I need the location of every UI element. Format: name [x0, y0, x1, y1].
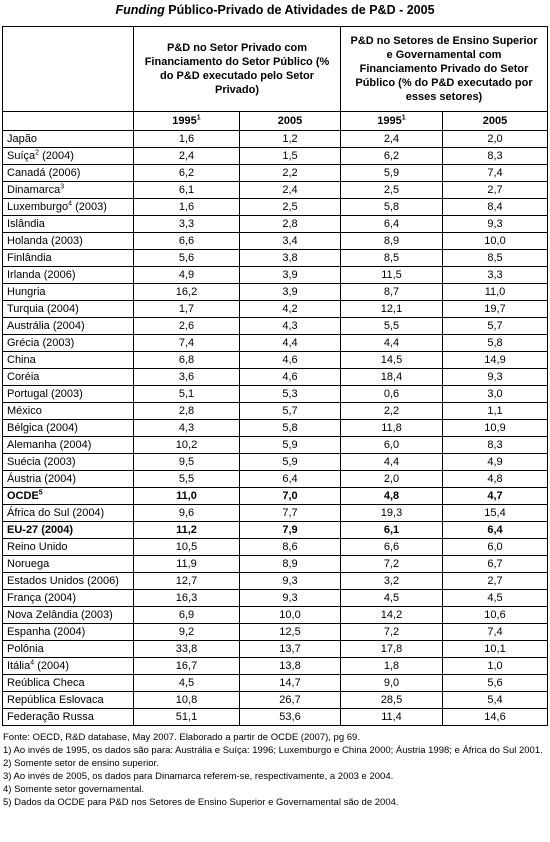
value-cell: 5,7 [240, 403, 341, 420]
year-header [443, 112, 548, 131]
year-label: 2005 [482, 115, 508, 127]
value-cell: 5,8 [443, 335, 548, 352]
header-group-row [3, 27, 548, 112]
value-cell: 2,6 [134, 318, 240, 335]
value-cell: 4,5 [134, 675, 240, 692]
value-cell: 6,4 [443, 522, 548, 539]
country-name: Noruega [7, 558, 50, 570]
country-cell [3, 607, 134, 624]
value-cell: 5,6 [443, 675, 548, 692]
year-label: 1995 [377, 115, 402, 127]
country-name: Federação Russa [7, 711, 94, 723]
value-cell: 6,1 [134, 182, 240, 199]
country-name: Islândia [7, 218, 45, 230]
country-name: Espanha (2004) [7, 626, 86, 638]
country-cell [3, 386, 134, 403]
country-cell [3, 539, 134, 556]
country-cell [3, 437, 134, 454]
country-name: Dinamarca [7, 184, 61, 196]
country-cell [3, 267, 134, 284]
table-row [3, 624, 548, 641]
header-group-private: P&D no Setor Privado com Financiamento do Setor Público (% do P&D executado pelo Setor Privado) [134, 27, 341, 112]
country-name: Estados Unidos (2006) [7, 575, 119, 587]
value-cell: 5,8 [240, 420, 341, 437]
value-cell: 26,7 [240, 692, 341, 709]
value-cell: 6,4 [240, 471, 341, 488]
table-row [3, 182, 548, 199]
table-row [3, 658, 548, 675]
value-cell: 6,4 [341, 216, 443, 233]
value-cell: 3,4 [240, 233, 341, 250]
value-cell: 5,8 [341, 199, 443, 216]
value-cell: 8,6 [240, 539, 341, 556]
country-cell [3, 709, 134, 726]
value-cell: 3,2 [341, 573, 443, 590]
value-cell: 3,6 [134, 369, 240, 386]
footnote-mark: 4 [68, 200, 73, 208]
table-row [3, 233, 548, 250]
value-cell: 2,0 [341, 471, 443, 488]
country-name: França (2004) [7, 592, 77, 604]
country-name: Áustria (2004) [7, 473, 77, 485]
value-cell: 2,8 [134, 403, 240, 420]
value-cell: 7,4 [443, 165, 548, 182]
value-cell: 1,6 [134, 199, 240, 216]
value-cell: 2,8 [240, 216, 341, 233]
value-cell: 2,5 [240, 199, 341, 216]
country-name: Nova Zelândia (2003) [7, 609, 113, 621]
value-cell: 2,2 [240, 165, 341, 182]
country-name: Finlândia [7, 252, 52, 264]
value-cell: 11,9 [134, 556, 240, 573]
value-cell: 9,3 [240, 573, 341, 590]
country-name: Luxemburgo [7, 201, 69, 213]
value-cell: 7,4 [134, 335, 240, 352]
value-cell: 14,7 [240, 675, 341, 692]
table-row [3, 284, 548, 301]
table-row [3, 437, 548, 454]
country-cell [3, 590, 134, 607]
country-cell [3, 165, 134, 182]
table-row [3, 131, 548, 148]
value-cell: 5,4 [443, 692, 548, 709]
value-cell: 4,3 [240, 318, 341, 335]
table-row [3, 386, 548, 403]
value-cell: 6,8 [134, 352, 240, 369]
country-name: África do Sul (2004) [7, 507, 105, 519]
country-cell [3, 369, 134, 386]
value-cell: 8,7 [341, 284, 443, 301]
table-row [3, 267, 548, 284]
country-name: Holanda (2003) [7, 235, 83, 247]
year-header [240, 112, 341, 131]
value-cell: 5,3 [240, 386, 341, 403]
value-cell: 2,7 [443, 573, 548, 590]
value-cell: 7,7 [240, 505, 341, 522]
value-cell: 9,3 [240, 590, 341, 607]
country-name: Suíça [7, 150, 36, 162]
value-cell: 14,6 [443, 709, 548, 726]
country-year-suffix: (2003) [72, 201, 107, 213]
value-cell: 3,8 [240, 250, 341, 267]
value-cell: 11,2 [134, 522, 240, 539]
year-label: 1995 [172, 115, 197, 127]
value-cell: 7,0 [240, 488, 341, 505]
value-cell: 10,0 [240, 607, 341, 624]
value-cell: 9,3 [443, 369, 548, 386]
value-cell: 16,7 [134, 658, 240, 675]
year-footnote-mark: 1 [196, 114, 201, 122]
table-row [3, 522, 548, 539]
value-cell: 6,6 [341, 539, 443, 556]
country-cell [3, 420, 134, 437]
value-cell: 2,4 [134, 148, 240, 165]
value-cell: 5,5 [341, 318, 443, 335]
title-italic: Funding [115, 3, 165, 17]
value-cell: 2,0 [443, 131, 548, 148]
value-cell: 8,3 [443, 437, 548, 454]
table-row [3, 250, 548, 267]
country-name: Coréia [7, 371, 40, 383]
value-cell: 6,7 [443, 556, 548, 573]
value-cell: 9,2 [134, 624, 240, 641]
footnote-item: 4) Somente setor governamental. [3, 784, 144, 795]
country-name: Alemanha (2004) [7, 439, 92, 451]
country-cell [3, 403, 134, 420]
value-cell: 9,6 [134, 505, 240, 522]
country-year-suffix: (2004) [39, 150, 74, 162]
value-cell: 1,0 [443, 658, 548, 675]
country-name: Grécia (2003) [7, 337, 75, 349]
value-cell: 12,7 [134, 573, 240, 590]
table-row [3, 488, 548, 505]
country-cell [3, 454, 134, 471]
value-cell: 11,5 [341, 267, 443, 284]
value-cell: 6,0 [443, 539, 548, 556]
value-cell: 6,2 [134, 165, 240, 182]
table-row [3, 318, 548, 335]
value-cell: 5,5 [134, 471, 240, 488]
value-cell: 4,8 [443, 471, 548, 488]
country-name: Irlanda (2006) [7, 269, 76, 281]
value-cell: 2,4 [240, 182, 341, 199]
value-cell: 51,1 [134, 709, 240, 726]
country-cell [3, 522, 134, 539]
value-cell: 11,0 [134, 488, 240, 505]
value-cell: 4,9 [443, 454, 548, 471]
value-cell: 4,4 [341, 454, 443, 471]
value-cell: 6,6 [134, 233, 240, 250]
title-text: Público-Privado de Atividades de P&D - 2005 [164, 3, 435, 17]
country-cell [3, 199, 134, 216]
country-name: EU-27 (2004) [7, 524, 74, 536]
value-cell: 7,9 [240, 522, 341, 539]
country-cell [3, 573, 134, 590]
table-row [3, 301, 548, 318]
value-cell: 33,8 [134, 641, 240, 658]
value-cell: 3,0 [443, 386, 548, 403]
value-cell: 16,3 [134, 590, 240, 607]
year-footnote-mark: 1 [401, 114, 406, 122]
value-cell: 6,2 [341, 148, 443, 165]
table-row [3, 148, 548, 165]
value-cell: 4,7 [443, 488, 548, 505]
table-row [3, 335, 548, 352]
table-title [0, 0, 550, 26]
value-cell: 10,1 [443, 641, 548, 658]
footnote-mark: 5 [38, 489, 43, 497]
country-name: Canadá (2006) [7, 167, 81, 179]
table-row [3, 641, 548, 658]
table-row [3, 675, 548, 692]
country-year-suffix: (2004) [34, 660, 70, 672]
country-cell [3, 624, 134, 641]
country-name: OCDE [7, 490, 39, 502]
table-row [3, 369, 548, 386]
value-cell: 3,3 [443, 267, 548, 284]
value-cell: 4,8 [341, 488, 443, 505]
value-cell: 3,9 [240, 267, 341, 284]
value-cell: 9,3 [443, 216, 548, 233]
country-name: Reino Unido [7, 541, 68, 553]
value-cell: 2,7 [443, 182, 548, 199]
value-cell: 6,9 [134, 607, 240, 624]
value-cell: 4,6 [240, 352, 341, 369]
value-cell: 3,9 [240, 284, 341, 301]
value-cell: 12,1 [341, 301, 443, 318]
table-row [3, 403, 548, 420]
footnotes [3, 731, 543, 809]
value-cell: 8,3 [443, 148, 548, 165]
country-cell [3, 658, 134, 675]
footnote-mark: 2 [35, 149, 40, 157]
table-row [3, 505, 548, 522]
country-cell [3, 352, 134, 369]
value-cell: 4,4 [240, 335, 341, 352]
country-name: China [7, 354, 36, 366]
country-cell [3, 301, 134, 318]
table-row [3, 420, 548, 437]
value-cell: 8,4 [443, 199, 548, 216]
value-cell: 4,3 [134, 420, 240, 437]
value-cell: 1,7 [134, 301, 240, 318]
table-row [3, 607, 548, 624]
value-cell: 5,7 [443, 318, 548, 335]
table-row [3, 590, 548, 607]
value-cell: 9,5 [134, 454, 240, 471]
value-cell: 4,9 [134, 267, 240, 284]
value-cell: 5,6 [134, 250, 240, 267]
value-cell: 10,6 [443, 607, 548, 624]
country-cell [3, 131, 134, 148]
footnote-item: 3) Ao invés de 2005, os dados para Dinamarca referem-se, respectivamente, a 2003 e 2004. [3, 771, 394, 782]
table-row [3, 199, 548, 216]
header-year-row [3, 112, 548, 131]
table-body [3, 131, 548, 726]
country-name: Turquia (2004) [7, 303, 79, 315]
value-cell: 19,7 [443, 301, 548, 318]
value-cell: 1,5 [240, 148, 341, 165]
value-cell: 53,6 [240, 709, 341, 726]
country-cell [3, 505, 134, 522]
country-cell [3, 182, 134, 199]
value-cell: 11,0 [443, 284, 548, 301]
table-row [3, 216, 548, 233]
country-cell [3, 335, 134, 352]
value-cell: 19,3 [341, 505, 443, 522]
country-cell [3, 641, 134, 658]
value-cell: 1,8 [341, 658, 443, 675]
value-cell: 2,5 [341, 182, 443, 199]
country-name: México [7, 405, 42, 417]
country-name: Hungria [7, 286, 46, 298]
value-cell: 10,9 [443, 420, 548, 437]
country-cell [3, 233, 134, 250]
value-cell: 2,4 [341, 131, 443, 148]
value-cell: 6,1 [341, 522, 443, 539]
value-cell: 5,9 [341, 165, 443, 182]
value-cell: 4,6 [240, 369, 341, 386]
country-name: Polônia [7, 643, 44, 655]
value-cell: 10,0 [443, 233, 548, 250]
value-cell: 8,5 [341, 250, 443, 267]
value-cell: 5,9 [240, 454, 341, 471]
year-corner-cell [3, 112, 134, 131]
table-row [3, 352, 548, 369]
footnote-mark: 3 [60, 183, 65, 191]
country-name: Austrália (2004) [7, 320, 85, 332]
value-cell: 28,5 [341, 692, 443, 709]
source-note: Fonte: OECD, R&D database, May 2007. Elaborado a partir de OCDE (2007), pg 69. [3, 732, 360, 743]
value-cell: 6,0 [341, 437, 443, 454]
value-cell: 10,2 [134, 437, 240, 454]
data-table [2, 26, 548, 726]
country-cell [3, 148, 134, 165]
footnote-item: 2) Somente setor de ensino superior. [3, 758, 159, 769]
value-cell: 5,9 [240, 437, 341, 454]
value-cell: 13,7 [240, 641, 341, 658]
country-cell [3, 216, 134, 233]
value-cell: 12,5 [240, 624, 341, 641]
country-cell [3, 250, 134, 267]
value-cell: 14,5 [341, 352, 443, 369]
table-row [3, 165, 548, 182]
country-cell [3, 692, 134, 709]
table-row [3, 692, 548, 709]
country-name: Suécia (2003) [7, 456, 76, 468]
country-name: Reública Checa [7, 677, 85, 689]
value-cell: 8,9 [341, 233, 443, 250]
country-cell [3, 675, 134, 692]
value-cell: 4,4 [341, 335, 443, 352]
value-cell: 17,8 [341, 641, 443, 658]
value-cell: 7,4 [443, 624, 548, 641]
table-row [3, 454, 548, 471]
table-row [3, 471, 548, 488]
year-header [341, 112, 443, 131]
table-row [3, 573, 548, 590]
value-cell: 18,4 [341, 369, 443, 386]
value-cell: 5,1 [134, 386, 240, 403]
footnote-item: 5) Dados da OCDE para P&D nos Setores de Ensino Superior e Governamental são de 2004. [3, 797, 399, 808]
value-cell: 0,6 [341, 386, 443, 403]
value-cell: 15,4 [443, 505, 548, 522]
country-name: Bélgica (2004) [7, 422, 78, 434]
country-cell [3, 488, 134, 505]
value-cell: 7,2 [341, 624, 443, 641]
value-cell: 4,2 [240, 301, 341, 318]
table-row [3, 539, 548, 556]
country-name: Portugal (2003) [7, 388, 83, 400]
country-name: Japão [7, 133, 37, 145]
value-cell: 1,2 [240, 131, 341, 148]
country-cell [3, 556, 134, 573]
value-cell: 1,1 [443, 403, 548, 420]
value-cell: 13,8 [240, 658, 341, 675]
value-cell: 1,6 [134, 131, 240, 148]
footnote-mark: 4 [30, 659, 35, 667]
value-cell: 14,9 [443, 352, 548, 369]
value-cell: 8,5 [443, 250, 548, 267]
country-name: Itália [7, 660, 31, 672]
value-cell: 4,5 [341, 590, 443, 607]
value-cell: 11,8 [341, 420, 443, 437]
value-cell: 7,2 [341, 556, 443, 573]
value-cell: 11,4 [341, 709, 443, 726]
header-group-public: P&D no Setores de Ensino Superior e Governamental com Financiamento Privado do Setor Público (% do P&D executado por esses setores) [341, 27, 548, 112]
value-cell: 10,8 [134, 692, 240, 709]
value-cell: 3,3 [134, 216, 240, 233]
value-cell: 10,5 [134, 539, 240, 556]
corner-cell [3, 27, 134, 112]
table-row [3, 709, 548, 726]
footnote-item: 1) Ao invés de 1995, os dados são para: Austrália e Suíça: 1996; Luxemburgo e China 2000; Áustria 1998; e África do Sul 2001. [3, 745, 543, 756]
value-cell: 4,5 [443, 590, 548, 607]
value-cell: 9,0 [341, 675, 443, 692]
value-cell: 14,2 [341, 607, 443, 624]
country-cell [3, 318, 134, 335]
year-label: 2005 [277, 115, 303, 127]
value-cell: 2,2 [341, 403, 443, 420]
value-cell: 8,9 [240, 556, 341, 573]
year-header [134, 112, 240, 131]
country-cell [3, 471, 134, 488]
value-cell: 16,2 [134, 284, 240, 301]
table-row [3, 556, 548, 573]
country-name: República Eslovaca [7, 694, 104, 706]
country-cell [3, 284, 134, 301]
